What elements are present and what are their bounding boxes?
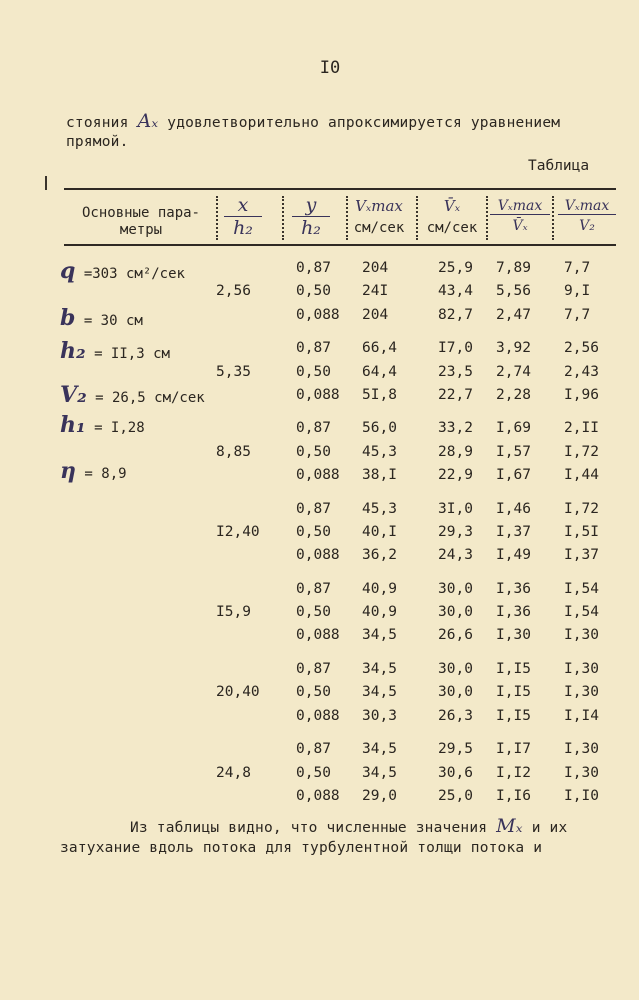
table-cell: 34,5: [362, 741, 397, 758]
header-separator: [216, 196, 218, 240]
table-cell: 0,50: [296, 764, 331, 781]
table-cell: 204: [362, 260, 389, 276]
table-cell: 2,28: [496, 386, 531, 403]
table-cell: I7,0: [438, 340, 473, 357]
x-ratio-value: 5,35: [216, 363, 251, 380]
table-cell: 29,0: [362, 787, 397, 804]
table-cell: 22,9: [438, 467, 473, 483]
table-cell: 28,9: [438, 443, 473, 460]
parameter-item: [60, 382, 205, 408]
table-cell: 25,0: [438, 787, 473, 804]
table-cell: I,I6: [496, 787, 531, 804]
table-cell: 30,6: [438, 764, 473, 781]
table-cell: 0,87: [296, 420, 331, 437]
parameter-value: = I,28: [85, 420, 145, 436]
table-cell: I,5I: [564, 523, 599, 540]
table-cell: 0,088: [296, 707, 340, 724]
header-vx: [418, 198, 486, 237]
table-cell: 24,3: [438, 547, 473, 564]
table-cell: 2,56: [564, 340, 599, 357]
table-cell: 0,088: [296, 467, 340, 483]
intro-symbol: Aₓ: [137, 110, 159, 132]
table-cell: 23,5: [438, 363, 473, 380]
table-cell: 26,6: [438, 627, 473, 644]
x-ratio-value: I5,9: [216, 604, 251, 621]
x-ratio-value: 2,56: [216, 283, 251, 300]
table-cell: 0,50: [296, 523, 331, 540]
intro-text-before: стояния: [66, 115, 129, 131]
table-cell: I,72: [564, 500, 599, 517]
table-cell: 2,43: [564, 363, 599, 380]
parameter-item: [60, 305, 143, 331]
table-cell: 204: [362, 306, 389, 323]
table-cell: 36,2: [362, 547, 397, 564]
table-cell: 43,4: [438, 283, 473, 300]
parameter-value: = 8,9: [76, 466, 127, 482]
table-cell: I,57: [496, 443, 531, 460]
table-cell: 30,0: [438, 684, 473, 701]
parameter-value: = II,3 см: [85, 346, 170, 362]
table-cell: 0,088: [296, 627, 340, 644]
table-cell: I,67: [496, 467, 531, 483]
header-ratio1-num: Vₓmax: [490, 198, 550, 215]
x-ratio-value: 20,40: [216, 684, 260, 701]
parameter-item: [60, 412, 145, 438]
table-cell: 56,0: [362, 420, 397, 437]
header-vx-symbol: V̄ₓ: [443, 197, 461, 215]
table-cell: 3,92: [496, 340, 531, 357]
table-cell: I,30: [564, 741, 599, 758]
table-cell: I,30: [564, 627, 599, 644]
table-cell: 0,87: [296, 340, 331, 357]
table-cell: I,I5: [496, 661, 531, 677]
table-cell: 0,088: [296, 787, 340, 804]
table-cell: I,44: [564, 467, 599, 483]
parameter-symbol: V₂: [60, 382, 87, 408]
table-cell: 66,4: [362, 340, 397, 357]
table-cell: I,46: [496, 500, 531, 517]
table-cell: I,49: [496, 547, 531, 564]
table-cell: I,I4: [564, 707, 599, 724]
table-cell: 40,I: [362, 523, 397, 540]
table-cell: 30,3: [362, 707, 397, 724]
header-y-num: y: [292, 194, 330, 217]
table-cell: 0,87: [296, 741, 331, 758]
table-cell: I,I0: [564, 787, 599, 804]
header-ratio1-den: V̄ₓ: [512, 218, 528, 234]
header-x-fraction: [224, 194, 262, 239]
table-cell: I,30: [496, 627, 531, 644]
table-cell: 7,89: [496, 260, 531, 276]
table-cell: 29,5: [438, 741, 473, 758]
table-cell: I,37: [496, 523, 531, 540]
header-vmax-unit: см/сек: [353, 220, 405, 236]
table-cell: I,I2: [496, 764, 531, 781]
margin-mark: [45, 176, 47, 190]
table-cell: 40,9: [362, 580, 397, 597]
parameter-value: = 26,5 см/сек: [86, 390, 205, 406]
table-cell: 25,9: [438, 260, 473, 276]
outro-symbol: Mₓ: [496, 815, 523, 837]
table-cell: 7,7: [564, 306, 591, 323]
header-ratio2-num: Vₓmax: [558, 198, 616, 215]
table-cell: 38,I: [362, 467, 397, 483]
table-cell: I,54: [564, 580, 599, 597]
header-separator: [346, 196, 348, 240]
table-cell: 24I: [362, 283, 389, 300]
table-cell: I,69: [496, 420, 531, 437]
header-vx-unit: см/сек: [426, 220, 478, 236]
header-separator: [552, 196, 554, 240]
page-number: I0: [319, 58, 341, 78]
table-cell: 64,4: [362, 363, 397, 380]
outro-line-2: затухание вдоль потока для турбулентной толщи потока и: [60, 840, 543, 856]
header-y-fraction: [292, 194, 330, 239]
header-separator: [416, 196, 418, 240]
table-cell: I,36: [496, 604, 531, 621]
table-cell: 34,5: [362, 627, 397, 644]
table-cell: 0,87: [296, 260, 331, 276]
table-cell: 22,7: [438, 386, 473, 403]
table-cell: 2,74: [496, 363, 531, 380]
header-vmax: [344, 198, 414, 237]
intro-line-1: [66, 110, 560, 132]
table-cell: I,I7: [496, 741, 531, 758]
parameter-item: [60, 458, 127, 484]
parameter-symbol: h₁: [60, 412, 86, 438]
table-cell: 0,088: [296, 547, 340, 564]
table-cell: 30,0: [438, 580, 473, 597]
table-cell: 7,7: [564, 260, 591, 276]
x-ratio-value: I2,40: [216, 523, 260, 540]
table-cell: 9,I: [564, 283, 591, 300]
table-cell: I,30: [564, 764, 599, 781]
header-ratio2-fraction: [558, 198, 616, 234]
parameter-symbol: η: [60, 458, 76, 484]
table-cell: 0,87: [296, 580, 331, 597]
table-cell: 0,87: [296, 661, 331, 677]
table-cell: 2,47: [496, 306, 531, 323]
outro-text-after: и их: [531, 820, 568, 836]
table-cell: 0,50: [296, 684, 331, 701]
intro-text-after: удовлетворительно апроксимируется уравнением: [167, 115, 561, 131]
parameter-value: = 30 см: [75, 313, 143, 329]
header-x-num: x: [224, 194, 262, 217]
table-cell: 30,0: [438, 661, 473, 677]
header-ratio1-fraction: [490, 198, 550, 234]
table-cell: 29,3: [438, 523, 473, 540]
table-cell: 0,088: [296, 306, 340, 323]
table-cell: 0,50: [296, 443, 331, 460]
table-cell: 0,088: [296, 386, 340, 403]
header-x-den: h₂: [233, 217, 253, 239]
table-top-rule: [64, 188, 616, 190]
header-params: Основные пара- метры: [81, 205, 200, 238]
x-ratio-value: 24,8: [216, 764, 251, 781]
table-cell: 34,5: [362, 661, 397, 677]
table-cell: 0,50: [296, 363, 331, 380]
parameter-symbol: q: [60, 258, 76, 284]
table-cell: I,30: [564, 661, 599, 677]
intro-line-2: прямой.: [66, 134, 129, 150]
header-ratio2-den: V₂: [579, 218, 595, 234]
parameter-item: [60, 338, 170, 364]
table-cell: I,I5: [496, 684, 531, 701]
parameter-symbol: b: [60, 305, 76, 331]
table-cell: 26,3: [438, 707, 473, 724]
table-cell: I,36: [496, 580, 531, 597]
header-vmax-symbol: Vₓmax: [355, 197, 403, 215]
table-cell: I,30: [564, 684, 599, 701]
table-title: Таблица: [528, 158, 590, 174]
table-cell: 3I,0: [438, 500, 473, 517]
table-cell: 45,3: [362, 500, 397, 517]
outro-line-1: [130, 815, 567, 837]
header-separator: [486, 196, 488, 240]
table-cell: 34,5: [362, 764, 397, 781]
table-cell: 33,2: [438, 420, 473, 437]
table-cell: 2,II: [564, 420, 599, 437]
table-cell: 0,50: [296, 604, 331, 621]
table-cell: 0,87: [296, 500, 331, 517]
parameter-value: =303 см²/сек: [75, 266, 185, 282]
header-y-den: h₂: [301, 217, 321, 239]
table-cell: I,54: [564, 604, 599, 621]
table-cell: 82,7: [438, 306, 473, 323]
x-ratio-value: 8,85: [216, 443, 251, 460]
table-cell: 34,5: [362, 684, 397, 701]
table-cell: 5,56: [496, 283, 531, 300]
table-cell: 30,0: [438, 604, 473, 621]
table-cell: I,I5: [496, 707, 531, 724]
table-cell: 40,9: [362, 604, 397, 621]
parameter-symbol: h₂: [60, 338, 86, 364]
header-separator: [282, 196, 284, 240]
table-cell: 45,3: [362, 443, 397, 460]
table-cell: I,37: [564, 547, 599, 564]
table-header-rule: [64, 244, 616, 246]
outro-text-before: Из таблицы видно, что численные значения: [130, 820, 488, 836]
table-cell: 5I,8: [362, 386, 397, 403]
table-cell: I,72: [564, 443, 599, 460]
table-cell: 0,50: [296, 283, 331, 300]
table-cell: I,96: [564, 386, 599, 403]
parameter-item: [60, 258, 185, 284]
